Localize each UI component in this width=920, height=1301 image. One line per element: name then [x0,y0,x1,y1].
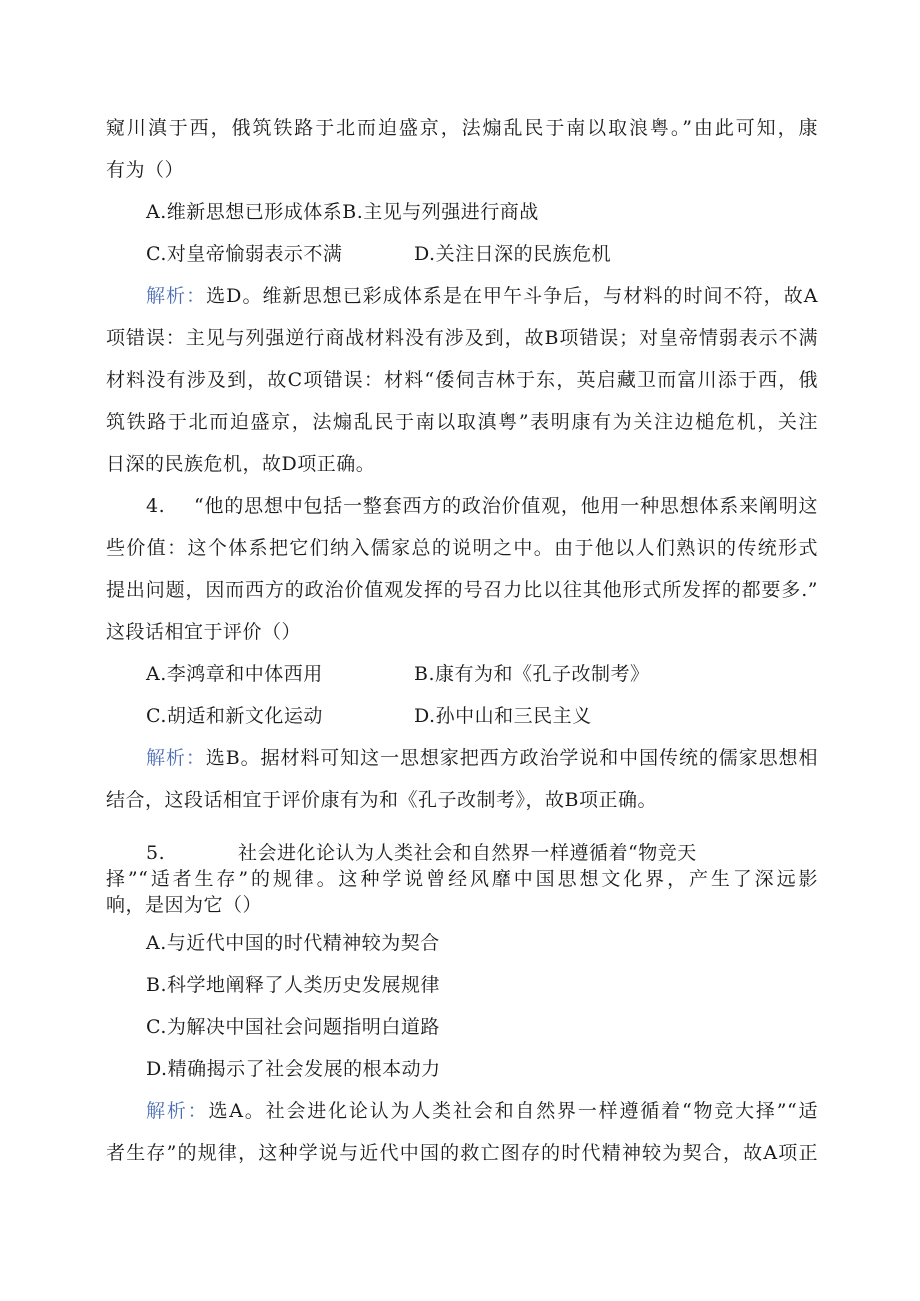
q4-analysis-line-2: 结合，这段话相宜于评价康有为和《孔子改制考》，故B项正确。 [106,789,657,811]
q5-analysis-line-1: 解析：选A。社会进化论认为人类社会和自然界一样遵循着“物竞大择”“适 [146,1100,818,1122]
q3-stem-line-1: 窥川滇于西，俄筑铁路于北而迫盛京，法煽乱民于南以取浪粤。”由此可知，康 [106,117,818,139]
q5-stem-line-3: 响，是因为它（） [106,894,263,916]
analysis-label: 解析： [146,747,206,769]
q3-stem-line-2: 有为（） [106,159,185,181]
analysis-label: 解析： [146,285,207,307]
q3-analysis-line-4: 筑铁路于北而迫盛京，法煽乱民于南以取滇粤”表明康有为关注边槌危机，关注 [106,411,818,433]
q5-option-c: C.为解决中国社会问题指明白道路 [146,1016,440,1038]
q3-option-d: D.关注日深的民族危机 [414,243,612,265]
q3-option-c: C.对皇帝愉弱表示不满 [146,243,343,265]
q5-stem-line-1: 5. 社会进化论认为人类社会和自然界一样遵循着“物竞天 [146,842,697,864]
q5-number: 5. [146,842,166,864]
q5-option-a: A.与近代中国的时代精神较为契合 [146,932,440,954]
q4-analysis-line-1: 解析：选B。据材料可知这一思想家把西方政治学说和中国传统的儒家思想相 [146,747,818,769]
q5-option-d: D.精确揭示了社会发展的根本动力 [146,1058,441,1080]
q3-options-c-d [146,241,818,267]
q4-stem-line-2: 些价值：这个体系把它们纳入儒家总的说明之中。由于他以人们熟识的传统形式 [106,537,818,559]
q4-number: 4. [146,495,166,517]
q4-stem-line-4: 这段话相宜于评价（） [106,621,302,643]
q3-analysis-line-5: 日深的民族危机，故D项正确。 [106,453,376,475]
q5-analysis-line-2: 者生存”的规律，这种学说与近代中国的救亡图存的时代精神较为契合，故A项正 [106,1142,818,1164]
q4-stem-line-3: 提出问题，因而西方的政治价值观发挥的号召力比以往其他形式所发挥的都要多.” [106,579,818,601]
q5-stem-line-2: 择”“适者生存”的规律。这种学说曾经风靡中国思想文化界，产生了深远影 [106,868,818,890]
q4-option-b: B.康有为和《孔子改制考》 [414,663,650,685]
q4-option-c: C.胡适和新文化运动 [146,705,323,727]
q4-option-a: A.李鸿章和中体西用 [146,663,323,685]
analysis-label: 解析： [146,1100,209,1122]
q4-option-d: D.孙中山和三民主义 [414,705,592,727]
q4-options-c-d [146,703,818,729]
q3-option-a-b: A.维新思想已形成体系B.主见与列强进行商战 [146,201,539,223]
q3-analysis-line-1: 解析：选D。维新思想已彩成体系是在甲午斗争后，与材料的时间不符，故A [146,285,818,307]
q4-stem-line-1: 4. “他的思想中包括一整套西方的政治价值观，他用一种思想体系来阐明这 [146,495,818,517]
q5-option-b: B.科学地阐释了人类历史发展规律 [146,974,441,996]
q3-analysis-line-2: 项错误：主见与列强逆行商战材料没有涉及到，故B项错误；对皇帝情弱表示不满 [106,327,818,349]
q4-options-a-b [146,661,818,687]
q3-analysis-line-3: 材料没有涉及到，故C项错误：材料“倭伺吉林于东，英启藏卫而富川添于西，俄 [106,369,818,391]
